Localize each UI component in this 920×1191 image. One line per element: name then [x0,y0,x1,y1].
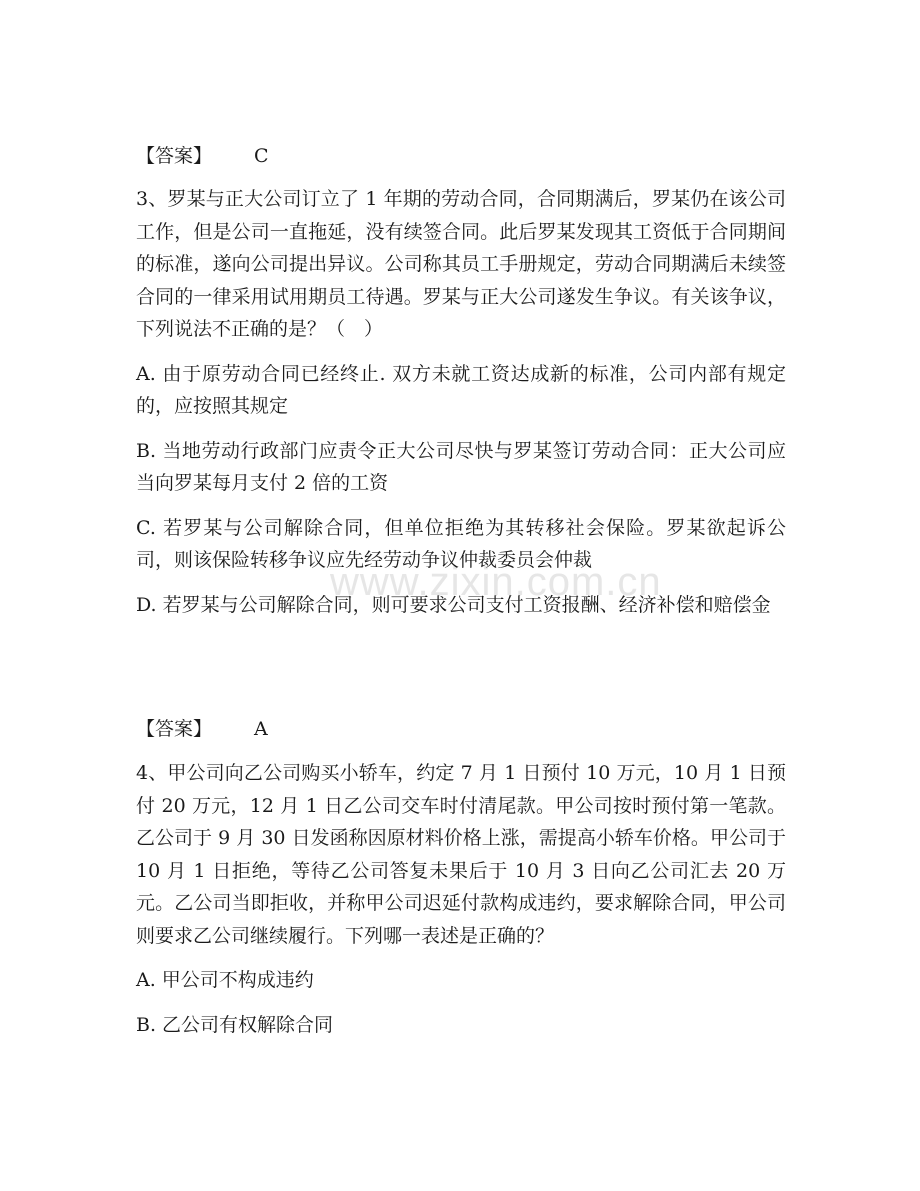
question-stem: 4、甲公司向乙公司购买小轿车，约定 7 月 1 日预付 10 万元，10 月 1 日预付 20 万元，12 月 1 日乙公司交车时付清尾款。甲公司按时预付第一笔款。乙公司于 9 月 30 日发函称因原材料价格上涨，需提高小轿车价格。甲公司于 10 月 1 日拒绝，等待乙公司答复未果后于 10 月 3 日向乙公司汇去 20 万元。乙公司当即拒收，并称甲公司迟延付款构成违约，要求解除合同，甲公司则要求乙公司继续履行。下列哪一表述是正确的？ [136,762,786,947]
question-3 [136,183,786,633]
option-a: A. 甲公司不构成违约 [136,969,314,991]
question-4 [136,757,786,1053]
answer-section-2 [136,713,786,745]
answer-value: C [254,145,269,167]
option-b: B. 乙公司有权解除合同 [136,1013,334,1036]
answer-line [136,713,786,745]
answer-line [136,140,786,172]
option-b: B. 当地劳动行政部门应责令正大公司尽快与罗某签订劳动合同：正大公司应当向罗某每月支付 2 倍的工资 [136,439,786,494]
question-stem: 3、罗某与正大公司订立了 1 年期的劳动合同，合同期满后，罗某仍在该公司工作，但是公司一直拖延，没有续签合同。此后罗某发现其工资低于合同期间的标准，遂向公司提出异议。公司称其员工手册规定，劳动合同期满后未续签合同的一律采用试用期员工待遇。罗某与正大公司遂发生争议。有关该争议，下列说法不正确的是？（ ） [136,188,786,340]
answer-label: 【答案】 [136,718,213,740]
answer-label: 【答案】 [136,145,213,167]
answer-section-1 [136,140,786,172]
option-c: C. 若罗某与公司解除合同，但单位拒绝为其转移社会保险。罗某欲起诉公司，则该保险转移争议应先经劳动争议仲裁委员会仲裁 [136,516,786,571]
answer-value: A [254,718,268,740]
option-a: A. 由于原劳动合同已经终止. 双方未就工资达成新的标准，公司内部有规定的，应按照其规定 [136,362,786,417]
watermark-text: www.zixin.com.cn [330,560,662,604]
option-d: D. 若罗某与公司解除合同，则可要求公司支付工资报酬、经济补偿和赔偿金 [136,593,771,616]
